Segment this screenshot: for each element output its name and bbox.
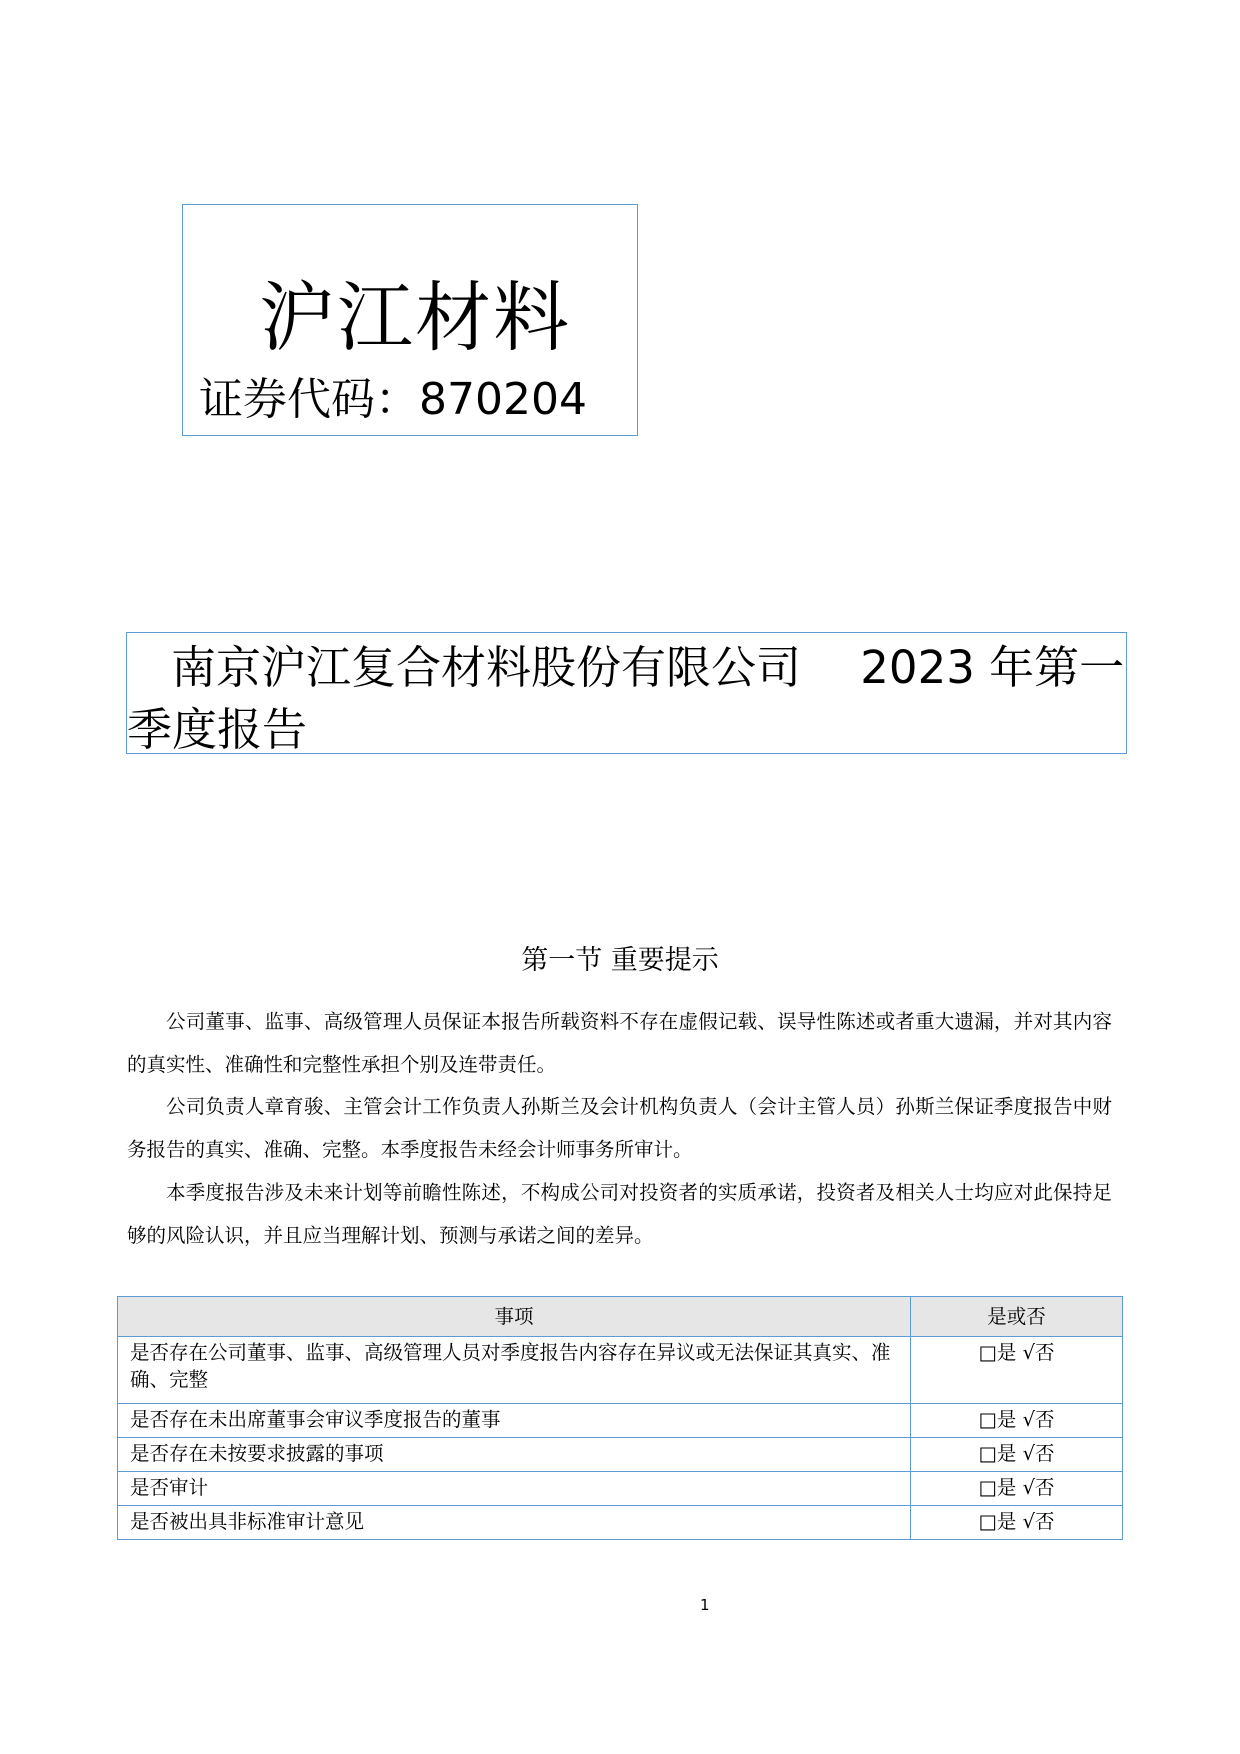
row-value: □是 √否 [911, 1506, 1123, 1540]
row-item: 是否审计 [118, 1472, 911, 1506]
table-row [118, 1472, 1123, 1506]
row-item: 是否存在公司董事、监事、高级管理人员对季度报告内容存在异议或无法保证其真实、准确、完整 [118, 1337, 911, 1404]
row-item: 是否存在未按要求披露的事项 [118, 1438, 911, 1472]
table-row [118, 1438, 1123, 1472]
row-value: □是 √否 [911, 1404, 1123, 1438]
row-value: □是 √否 [911, 1337, 1123, 1404]
stock-code: 证券代码：870204 [199, 374, 587, 425]
page-number: 1 [700, 1596, 710, 1614]
row-item: 是否被出具非标准审计意见 [118, 1506, 911, 1540]
row-value: □是 √否 [911, 1472, 1123, 1506]
table-row [118, 1404, 1123, 1438]
header-item: 事项 [118, 1297, 911, 1337]
disclosure-table [117, 1296, 1123, 1540]
report-title: 南京沪江复合材料股份有限公司 2023 年第一季度报告 [126, 632, 1127, 754]
cover-box [182, 204, 638, 436]
table-row [118, 1337, 1123, 1404]
paragraph: 公司负责人章育骏、主管会计工作负责人孙斯兰及会计机构负责人（会计主管人员）孙斯兰保证季度报告中财务报告的真实、准确、完整。本季度报告未经会计师事务所审计。 [127, 1095, 1112, 1161]
row-value: □是 √否 [911, 1438, 1123, 1472]
header-value: 是或否 [911, 1297, 1123, 1337]
table-row [118, 1506, 1123, 1540]
paragraph: 本季度报告涉及未来计划等前瞻性陈述，不构成公司对投资者的实质承诺，投资者及相关人士均应对此保持足够的风险认识，并且应当理解计划、预测与承诺之间的差异。 [127, 1181, 1112, 1247]
row-item: 是否存在未出席董事会审议季度报告的董事 [118, 1404, 911, 1438]
company-short-name: 沪江材料 [259, 273, 571, 362]
section-heading: 第一节 重要提示 [521, 945, 719, 976]
table-header [118, 1297, 1123, 1337]
paragraph: 公司董事、监事、高级管理人员保证本报告所载资料不存在虚假记载、误导性陈述或者重大遗漏，并对其内容的真实性、准确性和完整性承担个别及连带责任。 [127, 1010, 1112, 1076]
